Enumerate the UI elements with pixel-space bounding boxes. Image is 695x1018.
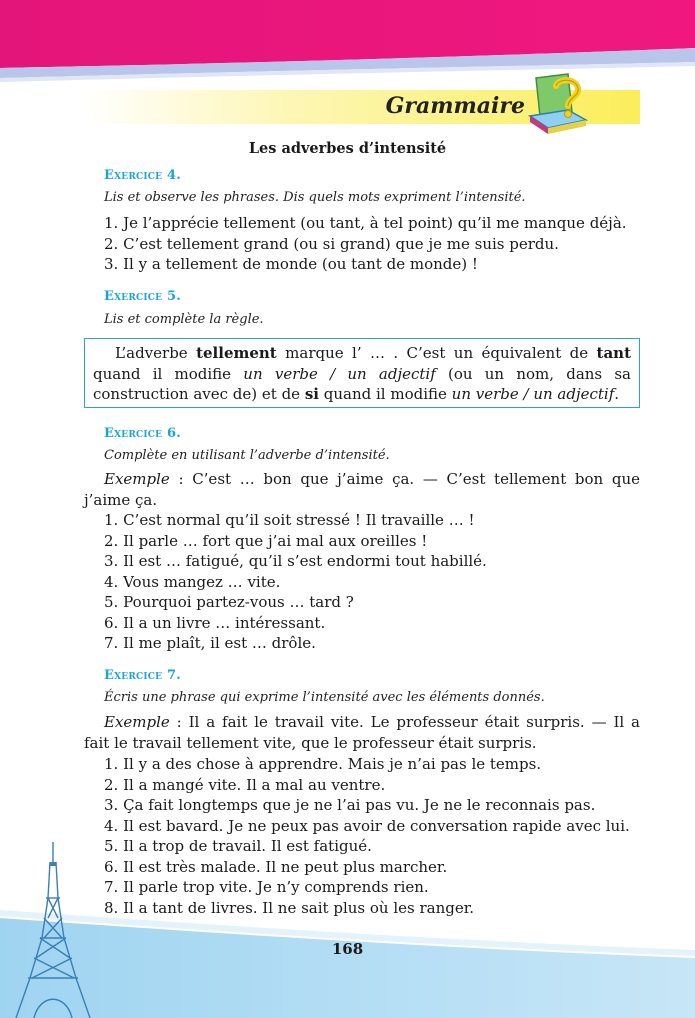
rule-choice: un verbe / un adjectif — [243, 364, 436, 383]
list-item: 2. C’est tellement grand (ou si grand) que je me suis perdu. — [104, 234, 559, 253]
list-item: 8. Il a tant de livres. Il ne sait plus où les ranger. — [104, 898, 475, 917]
list-item: 1. C’est normal qu’il soit stressé ! Il travaille … ! — [104, 511, 475, 529]
rule-keyword-si: si — [304, 385, 319, 403]
eiffel-tower-icon — [12, 838, 94, 1018]
rule-keyword-tellement: tellement — [196, 344, 277, 362]
exercise-6-label: Exercice 6. — [104, 426, 181, 441]
bottom-decorative-band — [0, 898, 695, 1018]
rule-keyword-tant: tant — [596, 344, 631, 362]
exercise-7-label: Exercice 7. — [104, 668, 181, 683]
list-item: 4. Il est bavard. Je ne peux pas avoir de conversation rapide avec lui. — [104, 816, 630, 835]
list-item: 7. Il me plaît, il est … drôle. — [104, 634, 316, 652]
page-title: Grammaire — [385, 93, 525, 119]
section-title: Les adverbes d’intensité — [248, 140, 447, 157]
example-text: : C’est … bon que j’aime ça. — C’est tellement bon que j’aime ça. — [84, 470, 640, 509]
exercise-4-instruction: Lis et observe les phrases. Dis quels mots expriment l’intensité. — [104, 190, 526, 205]
book-question-mark-icon — [528, 72, 590, 138]
rule-text: L’adverbe — [115, 344, 197, 362]
list-item: 3. Ça fait longtemps que je ne l’ai pas vu. Je ne le reconnais pas. — [104, 796, 596, 814]
rule-text: quand il modifie — [93, 364, 244, 383]
list-item: 5. Pourquoi partez-vous … tard ? — [104, 593, 354, 611]
list-item: 1. Je l’apprécie tellement (ou tant, à tel point) qu’il me manque déjà. — [104, 214, 627, 232]
exercise-7-example — [84, 712, 640, 753]
exercise-5-label: Exercice 5. — [104, 289, 181, 304]
list-item: 1. Il y a des chose à apprendre. Mais je n’ai pas le temps. — [104, 755, 542, 773]
exercise-7-list — [104, 754, 630, 918]
rule-text: (ou un nom, dans sa construction avec de) et de — [93, 364, 632, 403]
list-item: 7. Il parle trop vite. Je n’y comprends rien. — [104, 878, 429, 896]
list-item: 4. Vous mangez … vite. — [104, 572, 281, 591]
rule-text: marque l’ … . C’est un équivalent de — [276, 344, 597, 362]
exercise-6-example — [84, 469, 640, 510]
list-item: 6. Il a un livre … intéressant. — [104, 613, 326, 632]
example-text: : Il a fait le travail vite. Le professeur était surpris. — Il a fait le travail tellement vite, que le professeur était surpris. — [84, 713, 640, 752]
rule-choice: un verbe / un adjectif — [451, 385, 615, 403]
list-item: 2. Il a mangé vite. Il a mal au ventre. — [104, 775, 386, 794]
exercise-5-instruction: Lis et complète la règle. — [104, 312, 264, 327]
list-item: 6. Il est très malade. Il ne peut plus marcher. — [104, 857, 448, 876]
exercise-4-list — [104, 213, 627, 275]
list-item: 2. Il parle … fort que j’ai mal aux oreilles ! — [104, 531, 428, 550]
page-number: 168 — [331, 940, 364, 958]
exercise-6-instruction: Complète en utilisant l’adverbe d’intensité. — [104, 448, 390, 463]
rule-text: . — [614, 385, 620, 403]
rule-text: quand il modifie — [318, 385, 452, 403]
list-item: 3. Il y a tellement de monde (ou tant de monde) ! — [104, 255, 478, 273]
example-label: Exemple — [104, 713, 170, 731]
list-item: 5. Il a trop de travail. Il est fatigué. — [104, 837, 372, 855]
exercise-6-list — [104, 510, 487, 654]
top-decorative-band — [0, 0, 695, 90]
example-label: Exemple — [104, 470, 170, 488]
list-item: 3. Il est … fatigué, qu’il s’est endormi tout habillé. — [104, 552, 487, 570]
rule-box — [84, 338, 640, 408]
exercise-7-instruction: Écris une phrase qui exprime l’intensité avec les éléments donnés. — [104, 690, 545, 705]
exercise-4-label: Exercice 4. — [104, 168, 181, 183]
